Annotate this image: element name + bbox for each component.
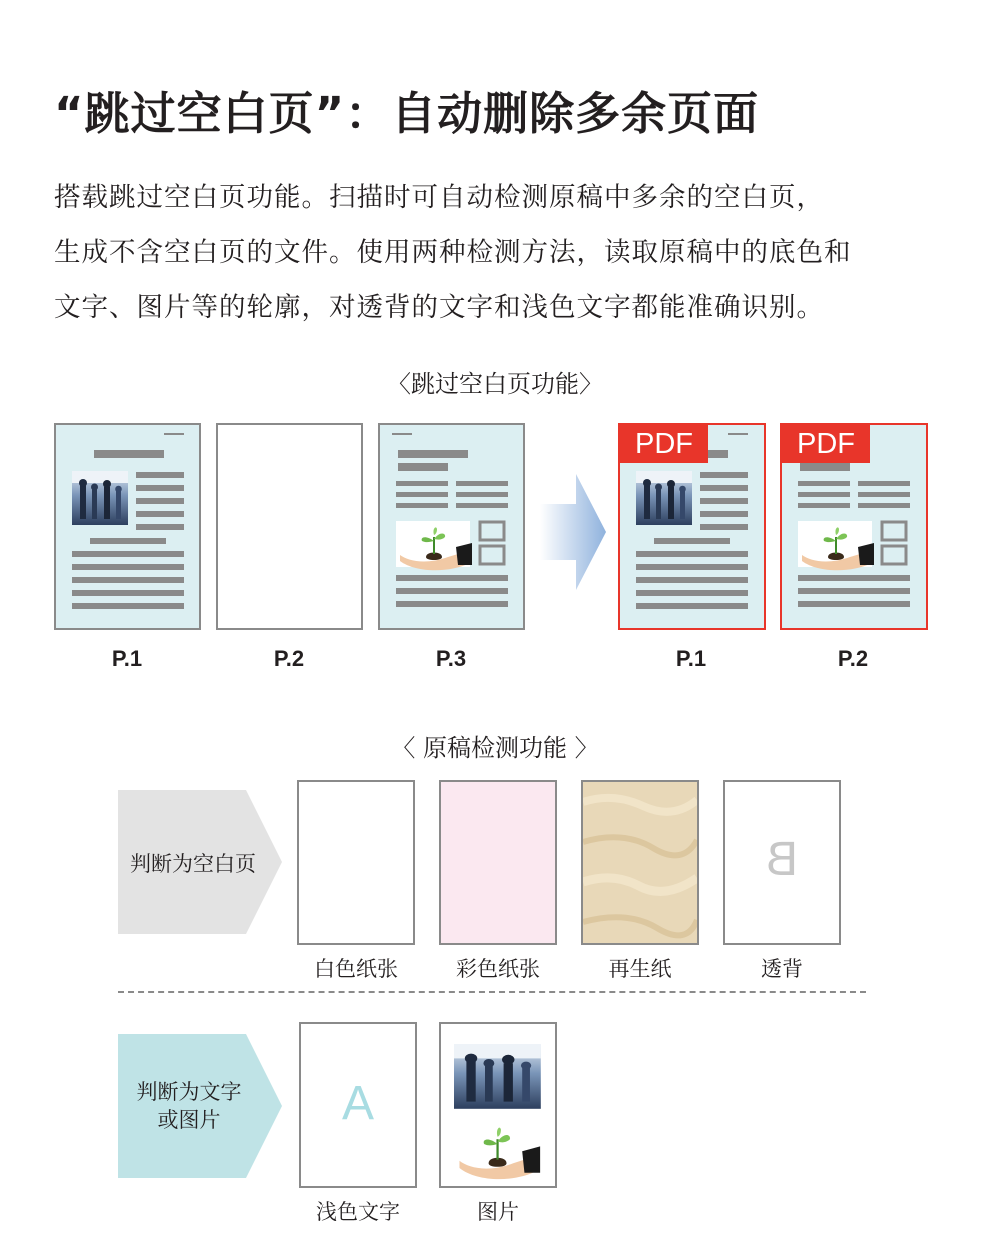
sample-label: 透背 xyxy=(761,957,803,981)
mirrored-letter: B xyxy=(766,833,799,886)
output-pdf-page-2 xyxy=(780,423,928,630)
pdf-badge: PDF xyxy=(620,425,708,463)
light-letter: A xyxy=(341,1077,374,1130)
intro-line: 生成不含空白页的文件。使用两种检测方法，读取原稿中的底色和 xyxy=(54,237,852,268)
intro-line: 文字、图片等的轮廓，对透背的文字和浅色文字都能准确识别。 xyxy=(54,292,824,323)
document-layout-icon xyxy=(380,425,523,628)
output-page-label: P.2 xyxy=(837,646,869,671)
intro-paragraph xyxy=(54,170,954,335)
document-layout-icon xyxy=(56,425,199,628)
section-divider xyxy=(118,991,866,993)
input-page-label: P.2 xyxy=(273,646,305,671)
sample-label: 再生纸 xyxy=(608,957,672,981)
white-paper-sample xyxy=(297,780,415,945)
light-text-sample xyxy=(299,1022,417,1188)
label-line: 或图片 xyxy=(157,1108,221,1132)
intro-line: 搭载跳过空白页功能。扫描时可自动检测原稿中多余的空白页， xyxy=(54,182,824,213)
input-page-label: P.1 xyxy=(111,646,143,671)
blank-judgement-label: 判断为空白页 xyxy=(130,852,256,876)
show-through-sample xyxy=(723,780,841,945)
pdf-badge: PDF xyxy=(782,425,870,463)
input-page-label: P.3 xyxy=(435,646,467,671)
input-page-3 xyxy=(378,423,525,630)
picture-sample xyxy=(439,1022,557,1188)
label-line: 判断为文字 xyxy=(136,1080,242,1104)
input-page-1 xyxy=(54,423,201,630)
skip-blank-caption: 〈跳过空白页功能〉 xyxy=(387,370,603,398)
sample-label: 浅色文字 xyxy=(316,1200,400,1224)
detection-caption: 〈 原稿检测功能 〉 xyxy=(391,734,599,762)
sample-label: 彩色纸张 xyxy=(456,957,540,981)
right-arrow-icon xyxy=(540,474,606,590)
page-title: “跳过空白页”：自动删除多余页面 xyxy=(54,87,760,140)
content-judgement-label xyxy=(118,1078,260,1134)
sample-label: 图片 xyxy=(477,1200,519,1224)
paper-texture xyxy=(583,782,697,943)
recycled-paper-sample xyxy=(581,780,699,945)
colored-paper-sample xyxy=(439,780,557,945)
input-page-2-blank xyxy=(216,423,363,630)
output-page-label: P.1 xyxy=(675,646,707,671)
sample-label: 白色纸张 xyxy=(314,957,398,981)
photo-thumbnails xyxy=(441,1024,555,1186)
output-pdf-page-1 xyxy=(618,423,766,630)
